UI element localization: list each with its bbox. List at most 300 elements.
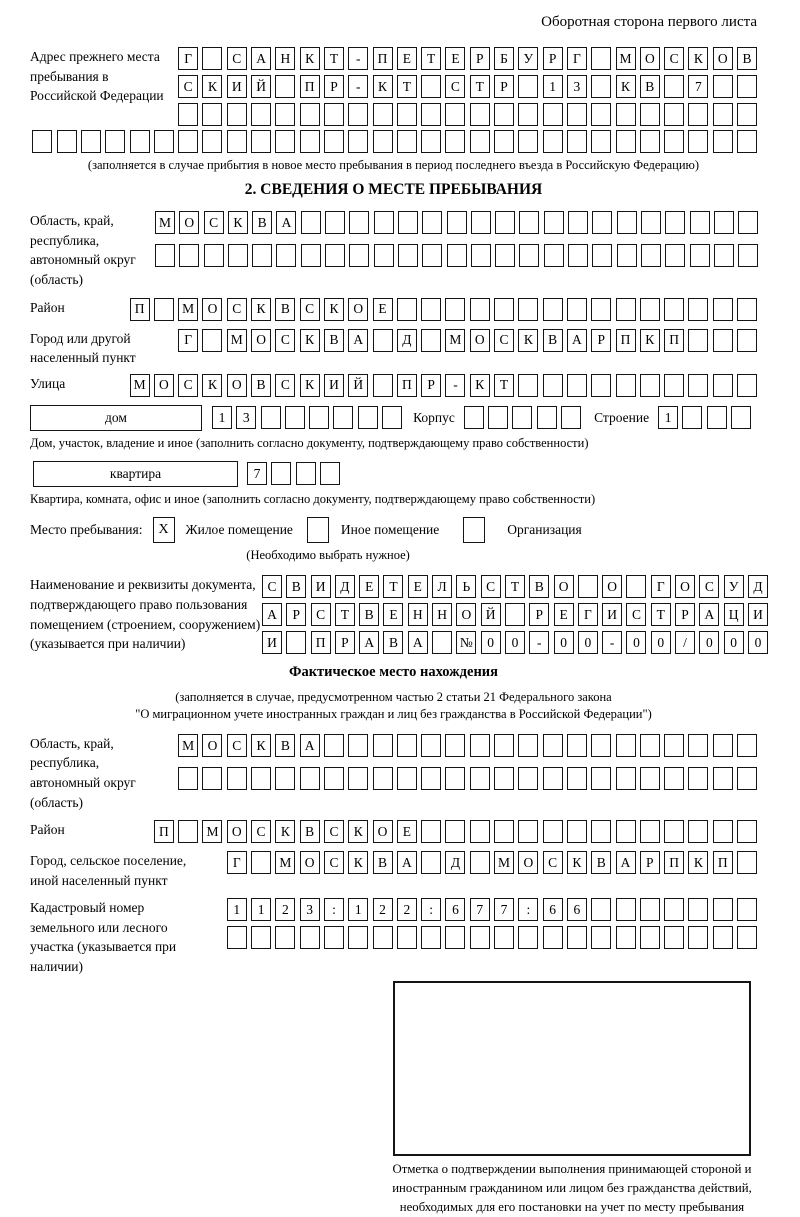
char-cell[interactable] (422, 211, 442, 234)
char-cell[interactable] (616, 767, 636, 790)
char-cell[interactable]: Т (470, 75, 490, 98)
char-cell[interactable] (518, 820, 538, 843)
char-cell[interactable] (518, 926, 538, 949)
char-cell[interactable]: Н (408, 603, 428, 626)
char-cell[interactable]: О (640, 47, 660, 70)
char-cell[interactable] (578, 575, 598, 598)
char-cell[interactable]: 6 (445, 898, 465, 921)
char-cell[interactable]: Д (397, 329, 417, 352)
char-cell[interactable] (32, 130, 52, 153)
char-cell[interactable]: В (383, 631, 403, 654)
char-cell[interactable]: К (202, 374, 222, 397)
char-cell[interactable] (421, 130, 441, 153)
char-cell[interactable]: П (713, 851, 733, 874)
char-cell[interactable] (373, 329, 393, 352)
char-cell[interactable]: В (359, 603, 379, 626)
char-cell[interactable] (737, 851, 757, 874)
char-cell[interactable] (688, 374, 708, 397)
char-cell[interactable] (713, 298, 733, 321)
char-cell[interactable]: 1 (658, 406, 678, 429)
char-cell[interactable]: О (713, 47, 733, 70)
char-cell[interactable]: С (275, 374, 295, 397)
char-cell[interactable] (421, 298, 441, 321)
char-cell[interactable] (641, 211, 661, 234)
char-cell[interactable] (567, 374, 587, 397)
char-cell[interactable] (543, 820, 563, 843)
char-cell[interactable] (178, 103, 198, 126)
char-cell[interactable] (154, 298, 174, 321)
char-cell[interactable] (591, 75, 611, 98)
char-cell[interactable] (374, 244, 394, 267)
char-cell[interactable] (275, 103, 295, 126)
char-cell[interactable] (57, 130, 77, 153)
char-cell[interactable]: 7 (688, 75, 708, 98)
char-cell[interactable]: Е (408, 575, 428, 598)
char-cell[interactable] (397, 130, 417, 153)
char-cell[interactable]: А (699, 603, 719, 626)
char-cell[interactable]: С (445, 75, 465, 98)
char-cell[interactable]: В (529, 575, 549, 598)
char-cell[interactable] (567, 767, 587, 790)
char-cell[interactable]: Н (432, 603, 452, 626)
char-cell[interactable] (591, 734, 611, 757)
char-cell[interactable] (227, 767, 247, 790)
char-cell[interactable] (688, 298, 708, 321)
char-cell[interactable] (324, 130, 344, 153)
char-cell[interactable] (382, 406, 402, 429)
char-cell[interactable] (707, 406, 727, 429)
char-cell[interactable] (275, 75, 295, 98)
char-cell[interactable]: С (178, 374, 198, 397)
char-cell[interactable] (422, 244, 442, 267)
char-cell[interactable]: А (348, 329, 368, 352)
char-cell[interactable] (204, 244, 224, 267)
char-cell[interactable] (665, 244, 685, 267)
char-cell[interactable] (348, 103, 368, 126)
char-cell[interactable]: И (311, 575, 331, 598)
char-cell[interactable] (374, 211, 394, 234)
char-cell[interactable] (421, 75, 441, 98)
char-cell[interactable] (251, 851, 271, 874)
char-cell[interactable] (202, 329, 222, 352)
char-cell[interactable]: Е (397, 820, 417, 843)
char-cell[interactable] (301, 244, 321, 267)
char-cell[interactable]: Е (383, 603, 403, 626)
char-cell[interactable]: К (251, 734, 271, 757)
char-cell[interactable] (301, 211, 321, 234)
char-cell[interactable] (275, 767, 295, 790)
char-cell[interactable]: А (397, 851, 417, 874)
char-cell[interactable]: Г (651, 575, 671, 598)
char-cell[interactable] (470, 820, 490, 843)
char-cell[interactable]: 0 (554, 631, 574, 654)
stay-type-checkbox-organization[interactable] (463, 517, 485, 543)
char-cell[interactable]: П (397, 374, 417, 397)
char-cell[interactable] (471, 244, 491, 267)
char-cell[interactable]: И (602, 603, 622, 626)
char-cell[interactable]: - (348, 47, 368, 70)
char-cell[interactable]: О (470, 329, 490, 352)
char-cell[interactable] (626, 575, 646, 598)
char-cell[interactable]: 3 (567, 75, 587, 98)
char-cell[interactable] (713, 130, 733, 153)
char-cell[interactable] (688, 103, 708, 126)
char-cell[interactable] (349, 244, 369, 267)
char-cell[interactable] (324, 926, 344, 949)
char-cell[interactable] (494, 734, 514, 757)
char-cell[interactable] (348, 734, 368, 757)
char-cell[interactable]: О (554, 575, 574, 598)
char-cell[interactable] (688, 329, 708, 352)
char-cell[interactable] (227, 926, 247, 949)
char-cell[interactable]: Г (178, 47, 198, 70)
char-cell[interactable] (688, 926, 708, 949)
char-cell[interactable]: К (348, 851, 368, 874)
char-cell[interactable] (300, 130, 320, 153)
char-cell[interactable]: В (286, 575, 306, 598)
char-cell[interactable]: М (155, 211, 175, 234)
char-cell[interactable]: 0 (481, 631, 501, 654)
char-cell[interactable]: С (251, 820, 271, 843)
char-cell[interactable]: : (324, 898, 344, 921)
char-cell[interactable]: Р (286, 603, 306, 626)
char-cell[interactable] (130, 130, 150, 153)
char-cell[interactable] (228, 244, 248, 267)
char-cell[interactable]: В (543, 329, 563, 352)
char-cell[interactable] (320, 462, 340, 485)
char-cell[interactable] (348, 130, 368, 153)
char-cell[interactable] (275, 130, 295, 153)
char-cell[interactable] (505, 603, 525, 626)
char-cell[interactable] (664, 767, 684, 790)
char-cell[interactable] (494, 298, 514, 321)
char-cell[interactable] (664, 374, 684, 397)
char-cell[interactable]: Й (251, 75, 271, 98)
char-cell[interactable] (591, 820, 611, 843)
char-cell[interactable]: П (664, 851, 684, 874)
char-cell[interactable]: О (675, 575, 695, 598)
char-cell[interactable]: А (567, 329, 587, 352)
char-cell[interactable] (494, 130, 514, 153)
char-cell[interactable] (445, 130, 465, 153)
char-cell[interactable]: Е (373, 298, 393, 321)
char-cell[interactable] (713, 734, 733, 757)
char-cell[interactable] (202, 130, 222, 153)
char-cell[interactable]: 1 (251, 898, 271, 921)
char-cell[interactable] (397, 298, 417, 321)
char-cell[interactable] (591, 898, 611, 921)
char-cell[interactable] (664, 734, 684, 757)
char-cell[interactable] (285, 406, 305, 429)
char-cell[interactable]: П (300, 75, 320, 98)
char-cell[interactable] (518, 298, 538, 321)
char-cell[interactable] (324, 767, 344, 790)
char-cell[interactable]: М (178, 734, 198, 757)
char-cell[interactable]: А (262, 603, 282, 626)
char-cell[interactable] (567, 103, 587, 126)
char-cell[interactable]: С (311, 603, 331, 626)
char-cell[interactable] (397, 926, 417, 949)
char-cell[interactable] (737, 298, 757, 321)
char-cell[interactable] (738, 211, 758, 234)
char-cell[interactable]: У (724, 575, 744, 598)
char-cell[interactable] (688, 734, 708, 757)
char-cell[interactable]: У (518, 47, 538, 70)
char-cell[interactable]: Д (748, 575, 768, 598)
char-cell[interactable] (591, 103, 611, 126)
char-cell[interactable] (325, 244, 345, 267)
char-cell[interactable]: С (699, 575, 719, 598)
char-cell[interactable] (664, 103, 684, 126)
char-cell[interactable] (731, 406, 751, 429)
char-cell[interactable] (397, 734, 417, 757)
char-cell[interactable]: 0 (699, 631, 719, 654)
char-cell[interactable] (640, 820, 660, 843)
char-cell[interactable]: О (300, 851, 320, 874)
char-cell[interactable] (470, 851, 490, 874)
char-cell[interactable] (227, 103, 247, 126)
char-cell[interactable]: - (348, 75, 368, 98)
char-cell[interactable]: С (227, 734, 247, 757)
char-cell[interactable] (275, 926, 295, 949)
char-cell[interactable]: В (252, 211, 272, 234)
char-cell[interactable]: А (359, 631, 379, 654)
char-cell[interactable]: Г (227, 851, 247, 874)
char-cell[interactable]: С (227, 47, 247, 70)
char-cell[interactable]: В (251, 374, 271, 397)
char-cell[interactable] (616, 820, 636, 843)
char-cell[interactable]: П (373, 47, 393, 70)
char-cell[interactable]: С (324, 851, 344, 874)
char-cell[interactable]: С (494, 329, 514, 352)
char-cell[interactable]: - (445, 374, 465, 397)
char-cell[interactable]: Т (324, 47, 344, 70)
char-cell[interactable] (447, 244, 467, 267)
char-cell[interactable]: К (518, 329, 538, 352)
char-cell[interactable] (591, 298, 611, 321)
char-cell[interactable] (568, 211, 588, 234)
char-cell[interactable] (713, 898, 733, 921)
char-cell[interactable]: К (688, 47, 708, 70)
char-cell[interactable] (664, 820, 684, 843)
char-cell[interactable] (154, 130, 174, 153)
char-cell[interactable] (276, 244, 296, 267)
char-cell[interactable] (543, 767, 563, 790)
char-cell[interactable]: П (154, 820, 174, 843)
char-cell[interactable] (567, 130, 587, 153)
char-cell[interactable]: В (324, 329, 344, 352)
char-cell[interactable]: К (616, 75, 636, 98)
char-cell[interactable] (495, 244, 515, 267)
char-cell[interactable] (494, 926, 514, 949)
char-cell[interactable] (616, 103, 636, 126)
char-cell[interactable] (512, 406, 532, 429)
char-cell[interactable] (640, 734, 660, 757)
char-cell[interactable] (251, 926, 271, 949)
char-cell[interactable]: Й (481, 603, 501, 626)
char-cell[interactable]: М (445, 329, 465, 352)
char-cell[interactable]: А (300, 734, 320, 757)
char-cell[interactable]: 6 (543, 898, 563, 921)
char-cell[interactable] (309, 406, 329, 429)
char-cell[interactable] (470, 734, 490, 757)
char-cell[interactable]: Р (543, 47, 563, 70)
char-cell[interactable]: 7 (494, 898, 514, 921)
char-cell[interactable] (105, 130, 125, 153)
char-cell[interactable]: Т (651, 603, 671, 626)
char-cell[interactable] (544, 211, 564, 234)
char-cell[interactable]: 2 (397, 898, 417, 921)
char-cell[interactable] (617, 244, 637, 267)
char-cell[interactable]: 0 (651, 631, 671, 654)
char-cell[interactable]: К (348, 820, 368, 843)
char-cell[interactable] (470, 130, 490, 153)
char-cell[interactable]: В (300, 820, 320, 843)
char-cell[interactable] (470, 767, 490, 790)
char-cell[interactable]: № (456, 631, 476, 654)
char-cell[interactable] (445, 820, 465, 843)
char-cell[interactable]: Г (178, 329, 198, 352)
char-cell[interactable]: - (529, 631, 549, 654)
char-cell[interactable] (537, 406, 557, 429)
char-cell[interactable]: А (276, 211, 296, 234)
char-cell[interactable] (518, 130, 538, 153)
char-cell[interactable] (471, 211, 491, 234)
char-cell[interactable] (664, 926, 684, 949)
char-cell[interactable] (494, 767, 514, 790)
char-cell[interactable] (494, 103, 514, 126)
char-cell[interactable]: 0 (578, 631, 598, 654)
char-cell[interactable] (421, 329, 441, 352)
char-cell[interactable] (737, 103, 757, 126)
char-cell[interactable] (202, 767, 222, 790)
char-cell[interactable] (373, 374, 393, 397)
char-cell[interactable] (251, 767, 271, 790)
char-cell[interactable]: С (324, 820, 344, 843)
char-cell[interactable]: О (456, 603, 476, 626)
char-cell[interactable] (397, 103, 417, 126)
char-cell[interactable]: - (602, 631, 622, 654)
char-cell[interactable]: Т (421, 47, 441, 70)
char-cell[interactable] (543, 130, 563, 153)
char-cell[interactable] (567, 820, 587, 843)
char-cell[interactable]: Г (578, 603, 598, 626)
char-cell[interactable] (333, 406, 353, 429)
char-cell[interactable]: К (228, 211, 248, 234)
char-cell[interactable]: К (373, 75, 393, 98)
char-cell[interactable]: 0 (505, 631, 525, 654)
char-cell[interactable]: 7 (470, 898, 490, 921)
char-cell[interactable]: В (275, 298, 295, 321)
char-cell[interactable]: 6 (567, 898, 587, 921)
char-cell[interactable] (737, 374, 757, 397)
char-cell[interactable] (616, 734, 636, 757)
char-cell[interactable]: К (640, 329, 660, 352)
char-cell[interactable] (519, 244, 539, 267)
char-cell[interactable]: 1 (543, 75, 563, 98)
char-cell[interactable]: 1 (227, 898, 247, 921)
char-cell[interactable] (373, 767, 393, 790)
char-cell[interactable] (518, 767, 538, 790)
char-cell[interactable] (737, 820, 757, 843)
char-cell[interactable]: В (275, 734, 295, 757)
char-cell[interactable] (561, 406, 581, 429)
char-cell[interactable]: Й (348, 374, 368, 397)
char-cell[interactable] (373, 103, 393, 126)
char-cell[interactable] (665, 211, 685, 234)
char-cell[interactable] (688, 820, 708, 843)
char-cell[interactable] (300, 103, 320, 126)
char-cell[interactable]: Т (383, 575, 403, 598)
char-cell[interactable]: А (408, 631, 428, 654)
char-cell[interactable]: 1 (212, 406, 232, 429)
char-cell[interactable] (713, 926, 733, 949)
char-cell[interactable] (640, 926, 660, 949)
char-cell[interactable]: Т (397, 75, 417, 98)
char-cell[interactable] (398, 244, 418, 267)
char-cell[interactable]: С (178, 75, 198, 98)
char-cell[interactable] (202, 103, 222, 126)
char-cell[interactable] (543, 926, 563, 949)
char-cell[interactable]: О (348, 298, 368, 321)
char-cell[interactable]: П (616, 329, 636, 352)
char-cell[interactable] (690, 244, 710, 267)
char-cell[interactable] (373, 734, 393, 757)
char-cell[interactable]: Р (494, 75, 514, 98)
char-cell[interactable] (713, 374, 733, 397)
char-cell[interactable]: О (251, 329, 271, 352)
char-cell[interactable]: С (262, 575, 282, 598)
char-cell[interactable]: Т (494, 374, 514, 397)
char-cell[interactable] (286, 631, 306, 654)
char-cell[interactable]: В (591, 851, 611, 874)
char-cell[interactable] (714, 211, 734, 234)
char-cell[interactable] (641, 244, 661, 267)
char-cell[interactable] (324, 103, 344, 126)
char-cell[interactable] (640, 298, 660, 321)
char-cell[interactable]: Е (359, 575, 379, 598)
char-cell[interactable]: П (130, 298, 150, 321)
char-cell[interactable] (616, 130, 636, 153)
char-cell[interactable]: К (470, 374, 490, 397)
char-cell[interactable] (616, 298, 636, 321)
char-cell[interactable] (737, 734, 757, 757)
char-cell[interactable]: М (616, 47, 636, 70)
char-cell[interactable]: М (227, 329, 247, 352)
char-cell[interactable] (81, 130, 101, 153)
char-cell[interactable]: Е (397, 47, 417, 70)
char-cell[interactable] (714, 244, 734, 267)
char-cell[interactable]: К (202, 75, 222, 98)
char-cell[interactable]: 0 (724, 631, 744, 654)
char-cell[interactable] (713, 103, 733, 126)
char-cell[interactable] (713, 767, 733, 790)
char-cell[interactable] (397, 767, 417, 790)
char-cell[interactable]: Л (432, 575, 452, 598)
char-cell[interactable] (688, 767, 708, 790)
char-cell[interactable] (543, 298, 563, 321)
char-cell[interactable] (252, 244, 272, 267)
char-cell[interactable] (640, 103, 660, 126)
char-cell[interactable] (567, 734, 587, 757)
char-cell[interactable]: М (494, 851, 514, 874)
char-cell[interactable] (591, 374, 611, 397)
char-cell[interactable]: 0 (626, 631, 646, 654)
char-cell[interactable]: 1 (348, 898, 368, 921)
char-cell[interactable] (300, 926, 320, 949)
char-cell[interactable] (616, 898, 636, 921)
char-cell[interactable]: С (227, 298, 247, 321)
